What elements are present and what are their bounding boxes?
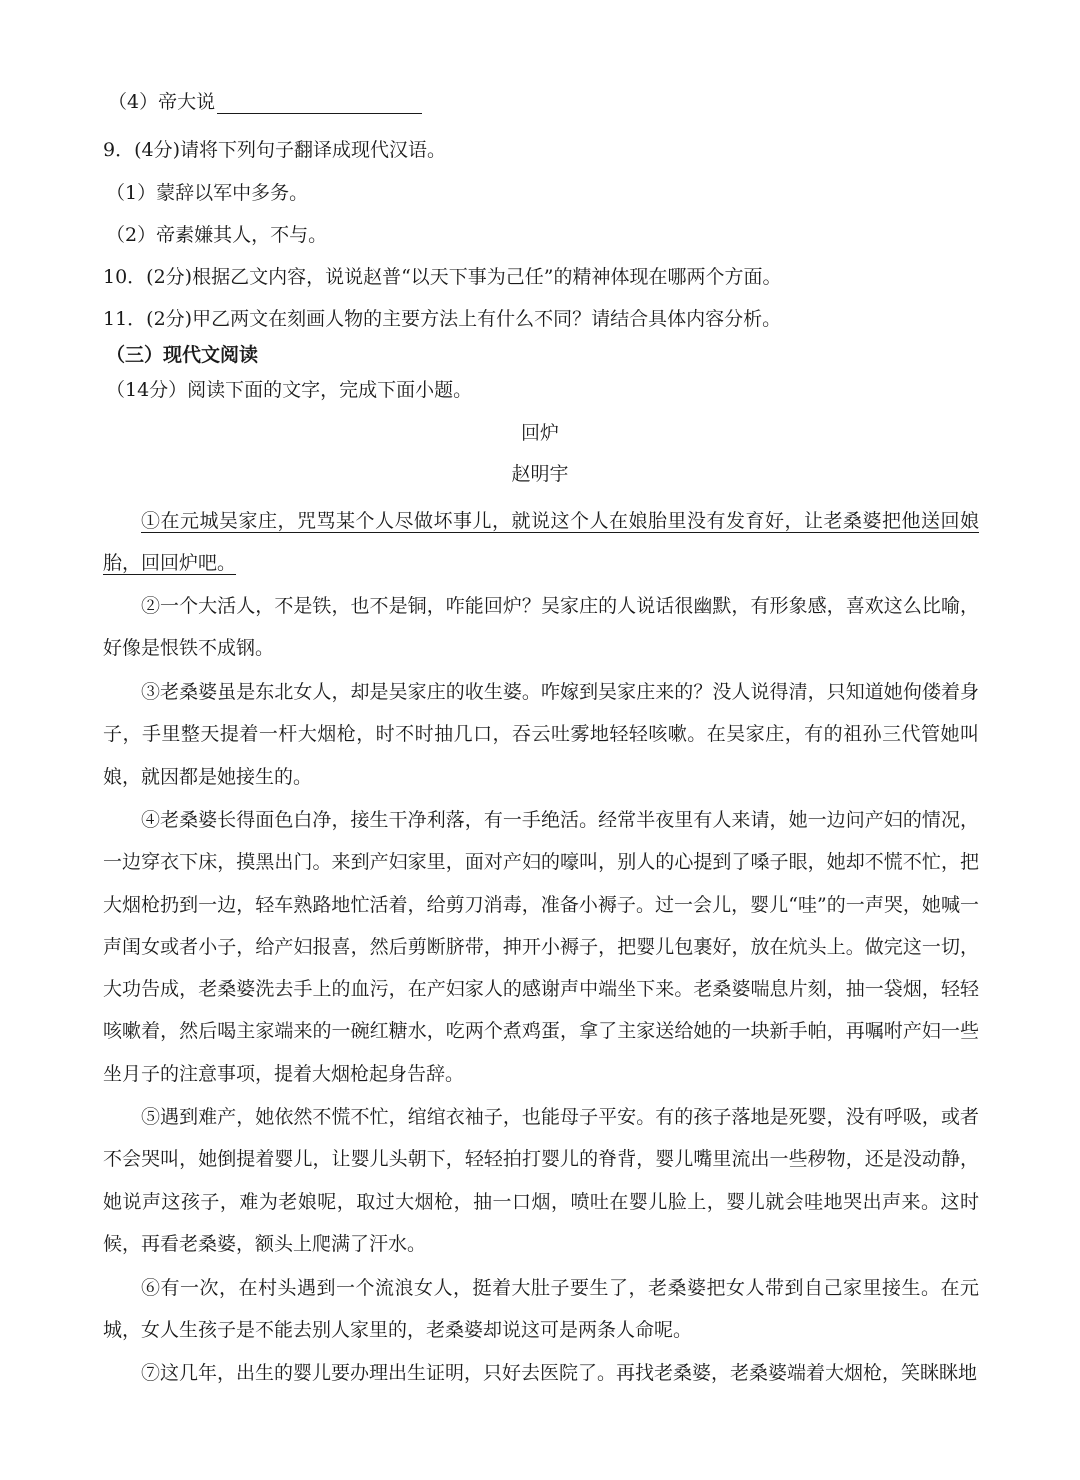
question-8-4 <box>108 90 422 114</box>
answer-blank <box>217 93 422 114</box>
question-10: 10．(2分)根据乙文内容，说说赵普“以天下事为己任”的精神体现在哪两个方面。 <box>103 266 782 288</box>
question-9-1: （1）蒙辞以军中多务。 <box>106 182 309 204</box>
article-author: 赵明宇 <box>511 463 569 485</box>
question-9-2: （2）帝素嫌其人，不与。 <box>106 224 328 246</box>
article-paragraph-5: ⑤遇到难产，她依然不慌不忙，绾绾衣袖子，也能母子平安。有的孩子落地是死婴，没有呼吸，或者不会哭叫，她倒提着婴儿，让婴儿头朝下，轻轻拍打婴儿的脊背，婴儿嘴里流出一些秽物，还是没动静，她说声这孩子，难为老娘呢，取过大烟枪，抽一口烟，喷吐在婴儿脸上，婴儿就会哇地哭出声来。这时候，再看老桑婆，额头上爬满了汗水。 <box>103 1106 979 1255</box>
question-8-4-text: （4）帝大说 <box>108 91 216 113</box>
section-heading: （三）现代文阅读 <box>106 344 259 366</box>
section-instruction: （14分）阅读下面的文字，完成下面小题。 <box>106 379 473 401</box>
article-paragraph-4: ④老桑婆长得面色白净，接生干净利落，有一手绝活。经常半夜里有人来请，她一边问产妇的情况，一边穿衣下床，摸黑出门。来到产妇家里，面对产妇的嚎叫，别人的心提到了嗓子眼，她却不慌不忙，把大烟枪扔到一边，轻车熟路地忙活着，给剪刀消毒，准备小褥子。过一会儿，婴儿“哇”的一声哭，她喊一声闺女或者小子，给产妇报喜，然后剪断脐带，抻开小褥子，把婴儿包裹好，放在炕头上。做完这一切，大功告成，老桑婆洗去手上的血污，在产妇家人的感谢声中端坐下来。老桑婆喘息片刻，抽一袋烟，轻轻咳嗽着，然后喝主家端来的一碗红糖水，吃两个煮鸡蛋，拿了主家送给她的一块新手帕，再嘱咐产妇一些坐月子的注意事项，提着大烟枪起身告辞。 <box>103 809 979 1085</box>
article-paragraph-3: ③老桑婆虽是东北女人，却是吴家庄的收生婆。咋嫁到吴家庄来的？没人说得清，只知道她佝偻着身子，手里整天提着一杆大烟枪，时不时抽几口，吞云吐雾地轻轻咳嗽。在吴家庄，有的祖孙三代管她叫娘，就因都是她接生的。 <box>103 681 979 788</box>
question-11: 11．(2分)甲乙两文在刻画人物的主要方法上有什么不同？请结合具体内容分析。 <box>103 308 782 330</box>
article-paragraph-1: ①在元城吴家庄，咒骂某个人尽做坏事儿，就说这个人在娘胎里没有发育好，让老桑婆把他送回娘胎，回回炉吧。 <box>103 510 979 575</box>
question-9: 9．(4分)请将下列句子翻译成现代汉语。 <box>103 139 447 161</box>
article-title: 回炉 <box>520 422 559 444</box>
article-paragraph-6: ⑥有一次，在村头遇到一个流浪女人，挺着大肚子要生了，老桑婆把女人带到自己家里接生。在元城，女人生孩子是不能去别人家里的，老桑婆却说这可是两条人命呢。 <box>103 1277 979 1342</box>
article-paragraph-2: ②一个大活人，不是铁，也不是铜，咋能回炉？吴家庄的人说话很幽默，有形象感，喜欢这么比喻，好像是恨铁不成钢。 <box>103 595 979 660</box>
article-paragraph-7: ⑦这几年，出生的婴儿要办理出生证明，只好去医院了。再找老桑婆，老桑婆端着大烟枪，笑眯眯地 <box>141 1362 978 1384</box>
